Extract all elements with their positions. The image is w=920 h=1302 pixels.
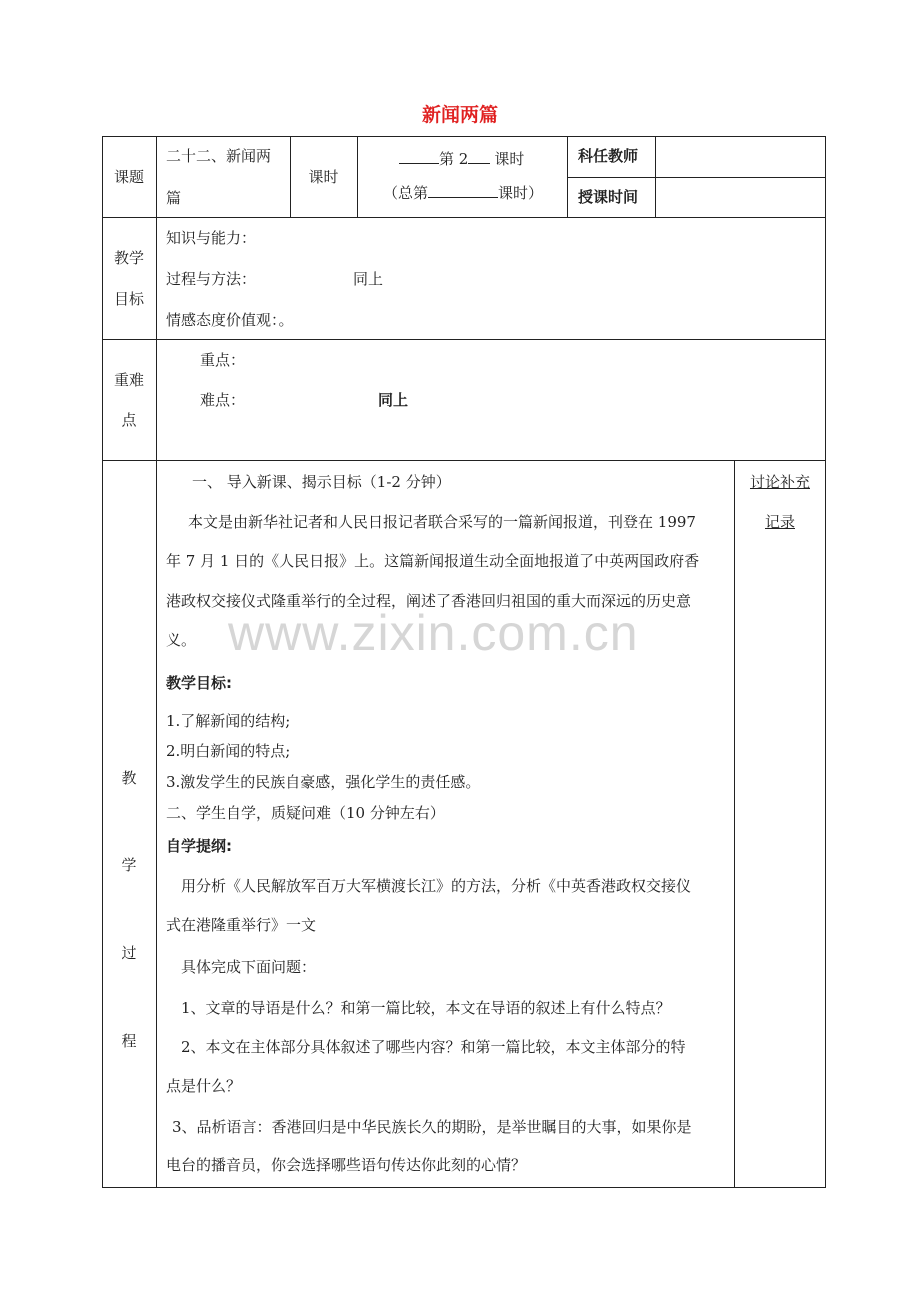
- goal-item: 2.明白新闻的特点;: [166, 742, 291, 760]
- period-blank-2: [468, 149, 490, 164]
- teacher-label: 科任教师: [578, 147, 639, 165]
- outline-heading: 自学提纲:: [166, 837, 232, 855]
- keypoints-label-line1: 重难: [113, 371, 144, 389]
- time-label: 授课时间: [578, 188, 639, 206]
- process-label-char: 过: [121, 944, 137, 962]
- watermark: www.zixin.com.cn: [228, 605, 639, 661]
- keypoints-label-line2: 点: [121, 411, 137, 429]
- lesson-plan-table: [102, 136, 826, 1188]
- table-divider: [102, 217, 826, 218]
- goal-item: 3.激发学生的民族自豪感，强化学生的责任感。: [166, 773, 481, 791]
- table-border-bottom: [102, 1187, 826, 1188]
- outline-line: 式在港隆重举行》一文: [166, 916, 317, 934]
- question-1: 1、文章的导语是什么？和第一篇比较，本文在导语的叙述上有什么特点？: [181, 999, 671, 1017]
- table-divider: [655, 136, 656, 218]
- section2-heading: 二、学生自学，质疑问难（10 分钟左右）: [166, 804, 445, 822]
- period-prefix: 第 2: [439, 150, 469, 168]
- table-divider: [357, 136, 358, 218]
- process-label-char: 教: [121, 769, 137, 787]
- intro-line: 义。: [166, 631, 197, 649]
- period-blank: [399, 149, 439, 164]
- key-point: 重点：: [200, 351, 246, 369]
- question-3-line: 3、品析语言：香港回归是中华民族长久的期盼，是举世瞩目的大事，如果你是: [172, 1118, 692, 1136]
- total-prefix: （总第: [383, 184, 429, 202]
- table-border-top: [102, 136, 826, 137]
- question-2-line: 2、本文在主体部分具体叙述了哪些内容？和第一篇比较，本文主体部分的特: [181, 1038, 686, 1056]
- topic-value-line1: 二十二、新闻两: [166, 147, 272, 165]
- difficult-point: 难点：: [200, 391, 246, 409]
- goals-label-line2: 目标: [113, 290, 144, 308]
- outline-line: 用分析《人民解放军百万大军横渡长江》的方法，分析《中英香港政权交接仪: [181, 877, 692, 895]
- table-divider: [567, 136, 568, 218]
- goals-knowledge: 知识与能力：: [166, 229, 257, 247]
- goals-same: 同上: [353, 270, 384, 288]
- section1-heading: 一、 导入新课、揭示目标（1-2 分钟）: [192, 473, 451, 491]
- table-divider: [567, 177, 826, 178]
- table-divider: [156, 136, 157, 1188]
- discussion-notes-heading: 讨论补充: [749, 473, 810, 491]
- topic-label: 课题: [113, 168, 144, 186]
- keypoints-same: 同上: [378, 391, 409, 409]
- process-label-char: 程: [121, 1032, 137, 1050]
- task-text: 具体完成下面问题：: [181, 958, 317, 976]
- table-divider: [734, 460, 735, 1188]
- total-blank: [428, 183, 498, 198]
- total-suffix: 课时）: [498, 184, 544, 202]
- goals-heading: 教学目标:: [166, 674, 232, 692]
- table-divider: [102, 339, 826, 340]
- table-divider: [102, 460, 826, 461]
- goals-label-line1: 教学: [113, 249, 144, 267]
- question-3-line: 电台的播音员，你会选择哪些语句传达你此刻的心情？: [166, 1156, 527, 1174]
- goals-emotion: 情感态度价值观：。: [166, 311, 294, 329]
- intro-line: 港政权交接仪式隆重举行的全过程，阐述了香港回归祖国的重大而深远的历史意: [166, 592, 692, 610]
- table-border-right: [825, 136, 826, 1188]
- intro-line: 本文是由新华社记者和人民日报记者联合采写的一篇新闻报道，刊登在 1997: [188, 513, 696, 531]
- period-count: [399, 149, 524, 167]
- intro-line: 年 7 月 1 日的《人民日报》上。这篇新闻报道生动全面地报道了中英两国政府香: [166, 552, 700, 570]
- page-title: 新闻两篇: [421, 104, 498, 126]
- period-suffix: 课时: [494, 150, 525, 168]
- goal-item: 1.了解新闻的结构;: [166, 712, 291, 730]
- question-2-line: 点是什么？: [166, 1077, 242, 1095]
- topic-value-line2: 篇: [166, 189, 182, 207]
- period-label: 课时: [308, 168, 339, 186]
- goals-process: 过程与方法：: [166, 270, 257, 288]
- total-periods: [383, 183, 543, 201]
- discussion-notes-heading-2: 记录: [764, 513, 795, 531]
- process-label-char: 学: [121, 856, 137, 874]
